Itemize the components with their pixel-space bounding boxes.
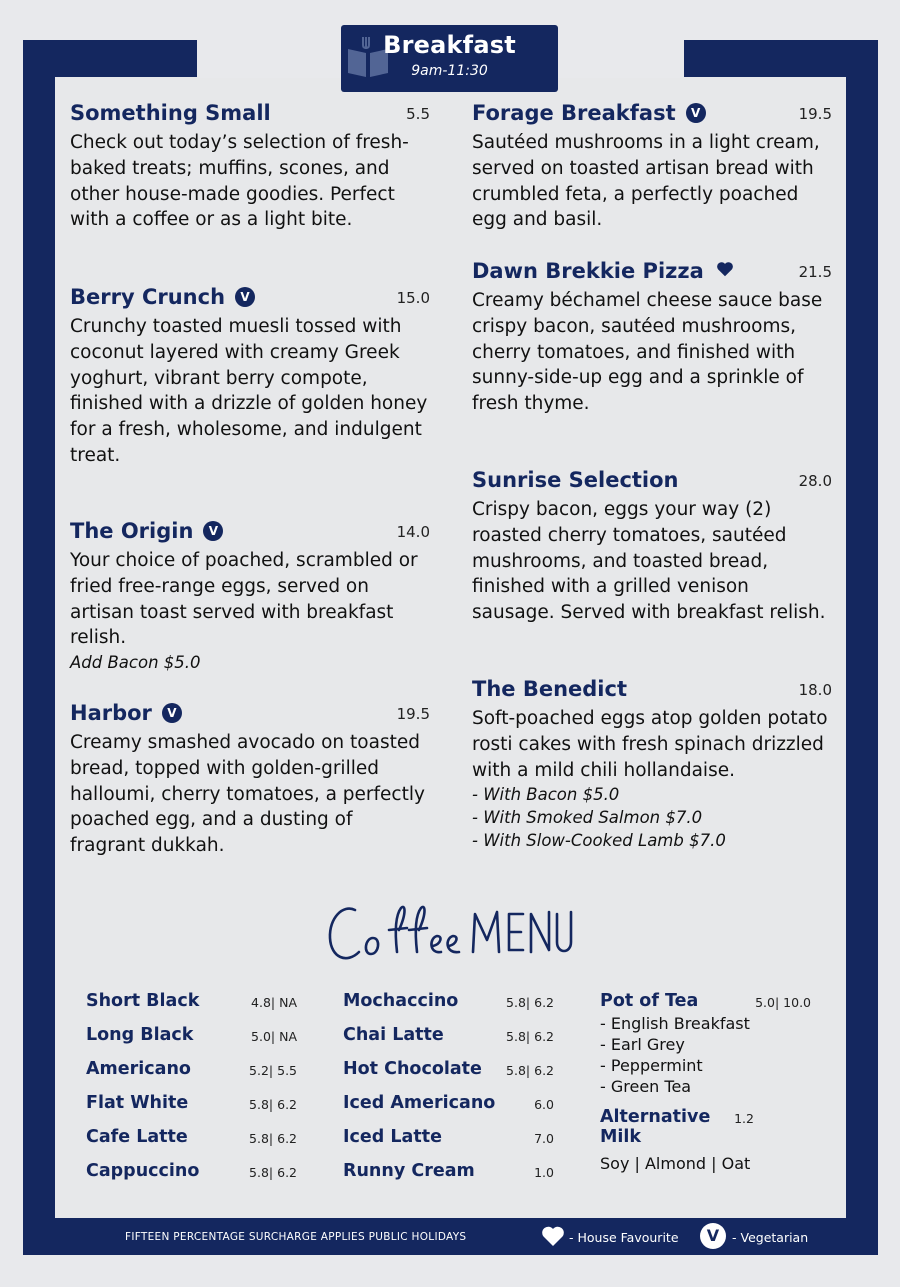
coffee-price: 5.8| 6.2 xyxy=(506,995,554,1010)
menu-item xyxy=(70,285,430,469)
v-circle-icon: V xyxy=(235,287,255,307)
coffee-price: 5.8| 6.2 xyxy=(506,1029,554,1044)
coffee-item xyxy=(343,1127,554,1153)
item-description: Check out today’s selection of fresh-baked treats; muffins, scones, and other house-made goodies. Perfect with a coffee or as a light bite. xyxy=(70,132,409,231)
item-name: Dawn Brekkie Pizza xyxy=(472,259,734,283)
menu-item xyxy=(70,101,430,233)
v-circle-icon: V xyxy=(686,103,706,123)
item-description: Creamy smashed avocado on toasted bread, topped with golden-grilled halloumi, cherry tomatoes, a perfectly poached egg, and a dusting of fragrant dukkah. xyxy=(70,732,425,857)
legend-fav-label: - House Favourite xyxy=(569,1230,679,1245)
coffee-name: Flat White xyxy=(86,1093,189,1113)
item-addon: - With Bacon $5.0 xyxy=(472,785,620,805)
coffee-name: Alternative Milk xyxy=(600,1107,711,1147)
coffee-price: 5.8| 6.2 xyxy=(249,1165,297,1180)
coffee-name: Iced Americano xyxy=(343,1093,496,1113)
coffee-name: Cappuccino xyxy=(86,1161,200,1181)
coffee-item xyxy=(86,1025,297,1051)
v-circle-icon: V xyxy=(700,1223,726,1249)
alt-milk-item xyxy=(600,1107,754,1157)
coffee-price: 7.0 xyxy=(534,1131,554,1146)
coffee-name: Iced Latte xyxy=(343,1127,442,1147)
coffee-price: 6.0 xyxy=(534,1097,554,1112)
menu-item xyxy=(472,101,832,233)
coffee-item xyxy=(86,1127,297,1153)
coffee-item xyxy=(343,1059,554,1085)
coffee-price: 1.2 xyxy=(734,1111,754,1126)
coffee-price: 5.0| 10.0 xyxy=(755,995,811,1010)
item-description: Soft-poached eggs atop golden potato rosti cakes with fresh spinach drizzled with a mild chili hollandaise. xyxy=(472,708,828,781)
item-name: The Origin V xyxy=(70,519,223,543)
item-name: Forage Breakfast V xyxy=(472,101,706,125)
header-badge xyxy=(341,25,558,92)
coffee-item xyxy=(86,1059,297,1085)
menu-item xyxy=(472,468,832,626)
item-price: 19.5 xyxy=(396,705,430,723)
item-description: Crunchy toasted muesli tossed with coconut layered with creamy Greek yoghurt, vibrant berry compote, finished with a drizzle of golden honey for a fresh, wholesome, and indulgent treat. xyxy=(70,316,428,466)
coffee-name: Cafe Latte xyxy=(86,1127,188,1147)
item-name: The Benedict xyxy=(472,677,627,701)
coffee-price: 5.8| 6.2 xyxy=(506,1063,554,1078)
tea-option: - English Breakfast xyxy=(600,1014,750,1033)
coffee-price: 4.8| NA xyxy=(251,995,297,1010)
surcharge-note: FIFTEEN PERCENTAGE SURCHARGE APPLIES PUBLIC HOLIDAYS xyxy=(125,1231,467,1243)
heart-icon xyxy=(716,261,734,277)
v-circle-icon: V xyxy=(162,703,182,723)
coffee-item xyxy=(86,1161,297,1187)
item-name: Something Small xyxy=(70,101,271,125)
coffee-item xyxy=(86,1093,297,1119)
alt-milk-options: Soy | Almond | Oat xyxy=(600,1154,751,1173)
coffee-menu-title xyxy=(325,900,575,972)
tea-option: - Green Tea xyxy=(600,1077,692,1096)
item-addon: - With Slow-Cooked Lamb $7.0 xyxy=(472,831,726,851)
coffee-name: Pot of Tea xyxy=(600,991,699,1011)
coffee-name: Chai Latte xyxy=(343,1025,444,1045)
coffee-price: 5.0| NA xyxy=(251,1029,297,1044)
coffee-item xyxy=(343,991,554,1017)
v-circle-icon: V xyxy=(203,521,223,541)
item-price: 15.0 xyxy=(396,289,430,307)
section-title: Breakfast xyxy=(383,31,516,59)
coffee-name: Mochaccino xyxy=(343,991,459,1011)
coffee-item xyxy=(343,1025,554,1051)
item-price: 19.5 xyxy=(798,105,832,123)
item-addon: - With Smoked Salmon $7.0 xyxy=(472,808,703,828)
item-name: Berry Crunch V xyxy=(70,285,255,309)
coffee-item xyxy=(343,1161,554,1187)
tea-option: - Peppermint xyxy=(600,1056,703,1075)
item-name: Harbor V xyxy=(70,701,182,725)
menu-item xyxy=(472,259,832,417)
item-description: Your choice of poached, scrambled or fried free-range eggs, served on artisan toast served with breakfast relish. xyxy=(70,550,418,649)
heart-icon xyxy=(541,1225,565,1247)
tea-option: - Earl Grey xyxy=(600,1035,685,1054)
item-name: Sunrise Selection xyxy=(472,468,679,492)
menu-item xyxy=(472,677,832,852)
item-price: 5.5 xyxy=(406,105,430,123)
menu-item xyxy=(70,519,430,674)
item-description: Sautéed mushrooms in a light cream, served on toasted artisan bread with crumbled feta, a perfectly poached egg and basil. xyxy=(472,132,820,231)
item-addon: Add Bacon $5.0 xyxy=(70,653,201,673)
legend-veg-label: - Vegetarian xyxy=(732,1230,809,1245)
coffee-item xyxy=(86,991,297,1017)
coffee-price: 5.2| 5.5 xyxy=(249,1063,297,1078)
item-price: 21.5 xyxy=(798,263,832,281)
coffee-name: Americano xyxy=(86,1059,191,1079)
item-price: 14.0 xyxy=(396,523,430,541)
coffee-name: Hot Chocolate xyxy=(343,1059,482,1079)
coffee-name: Long Black xyxy=(86,1025,194,1045)
section-hours: 9am-11:30 xyxy=(411,63,488,79)
item-description: Creamy béchamel cheese sauce base crispy bacon, sautéed mushrooms, cherry tomatoes, and finished with sunny-side-up egg and a sprinkle of fresh thyme. xyxy=(472,290,823,415)
item-price: 18.0 xyxy=(798,681,832,699)
coffee-price: 5.8| 6.2 xyxy=(249,1097,297,1112)
item-description: Crispy bacon, eggs your way (2) roasted cherry tomatoes, sautéed mushrooms, and toasted bread, finished with a grilled venison sausage. Served with breakfast relish. xyxy=(472,499,826,624)
coffee-item xyxy=(343,1093,554,1119)
coffee-name: Short Black xyxy=(86,991,200,1011)
menu-item xyxy=(70,701,430,859)
item-price: 28.0 xyxy=(798,472,832,490)
coffee-price: 1.0 xyxy=(534,1165,554,1180)
coffee-price: 5.8| 6.2 xyxy=(249,1131,297,1146)
coffee-name: Runny Cream xyxy=(343,1161,475,1181)
